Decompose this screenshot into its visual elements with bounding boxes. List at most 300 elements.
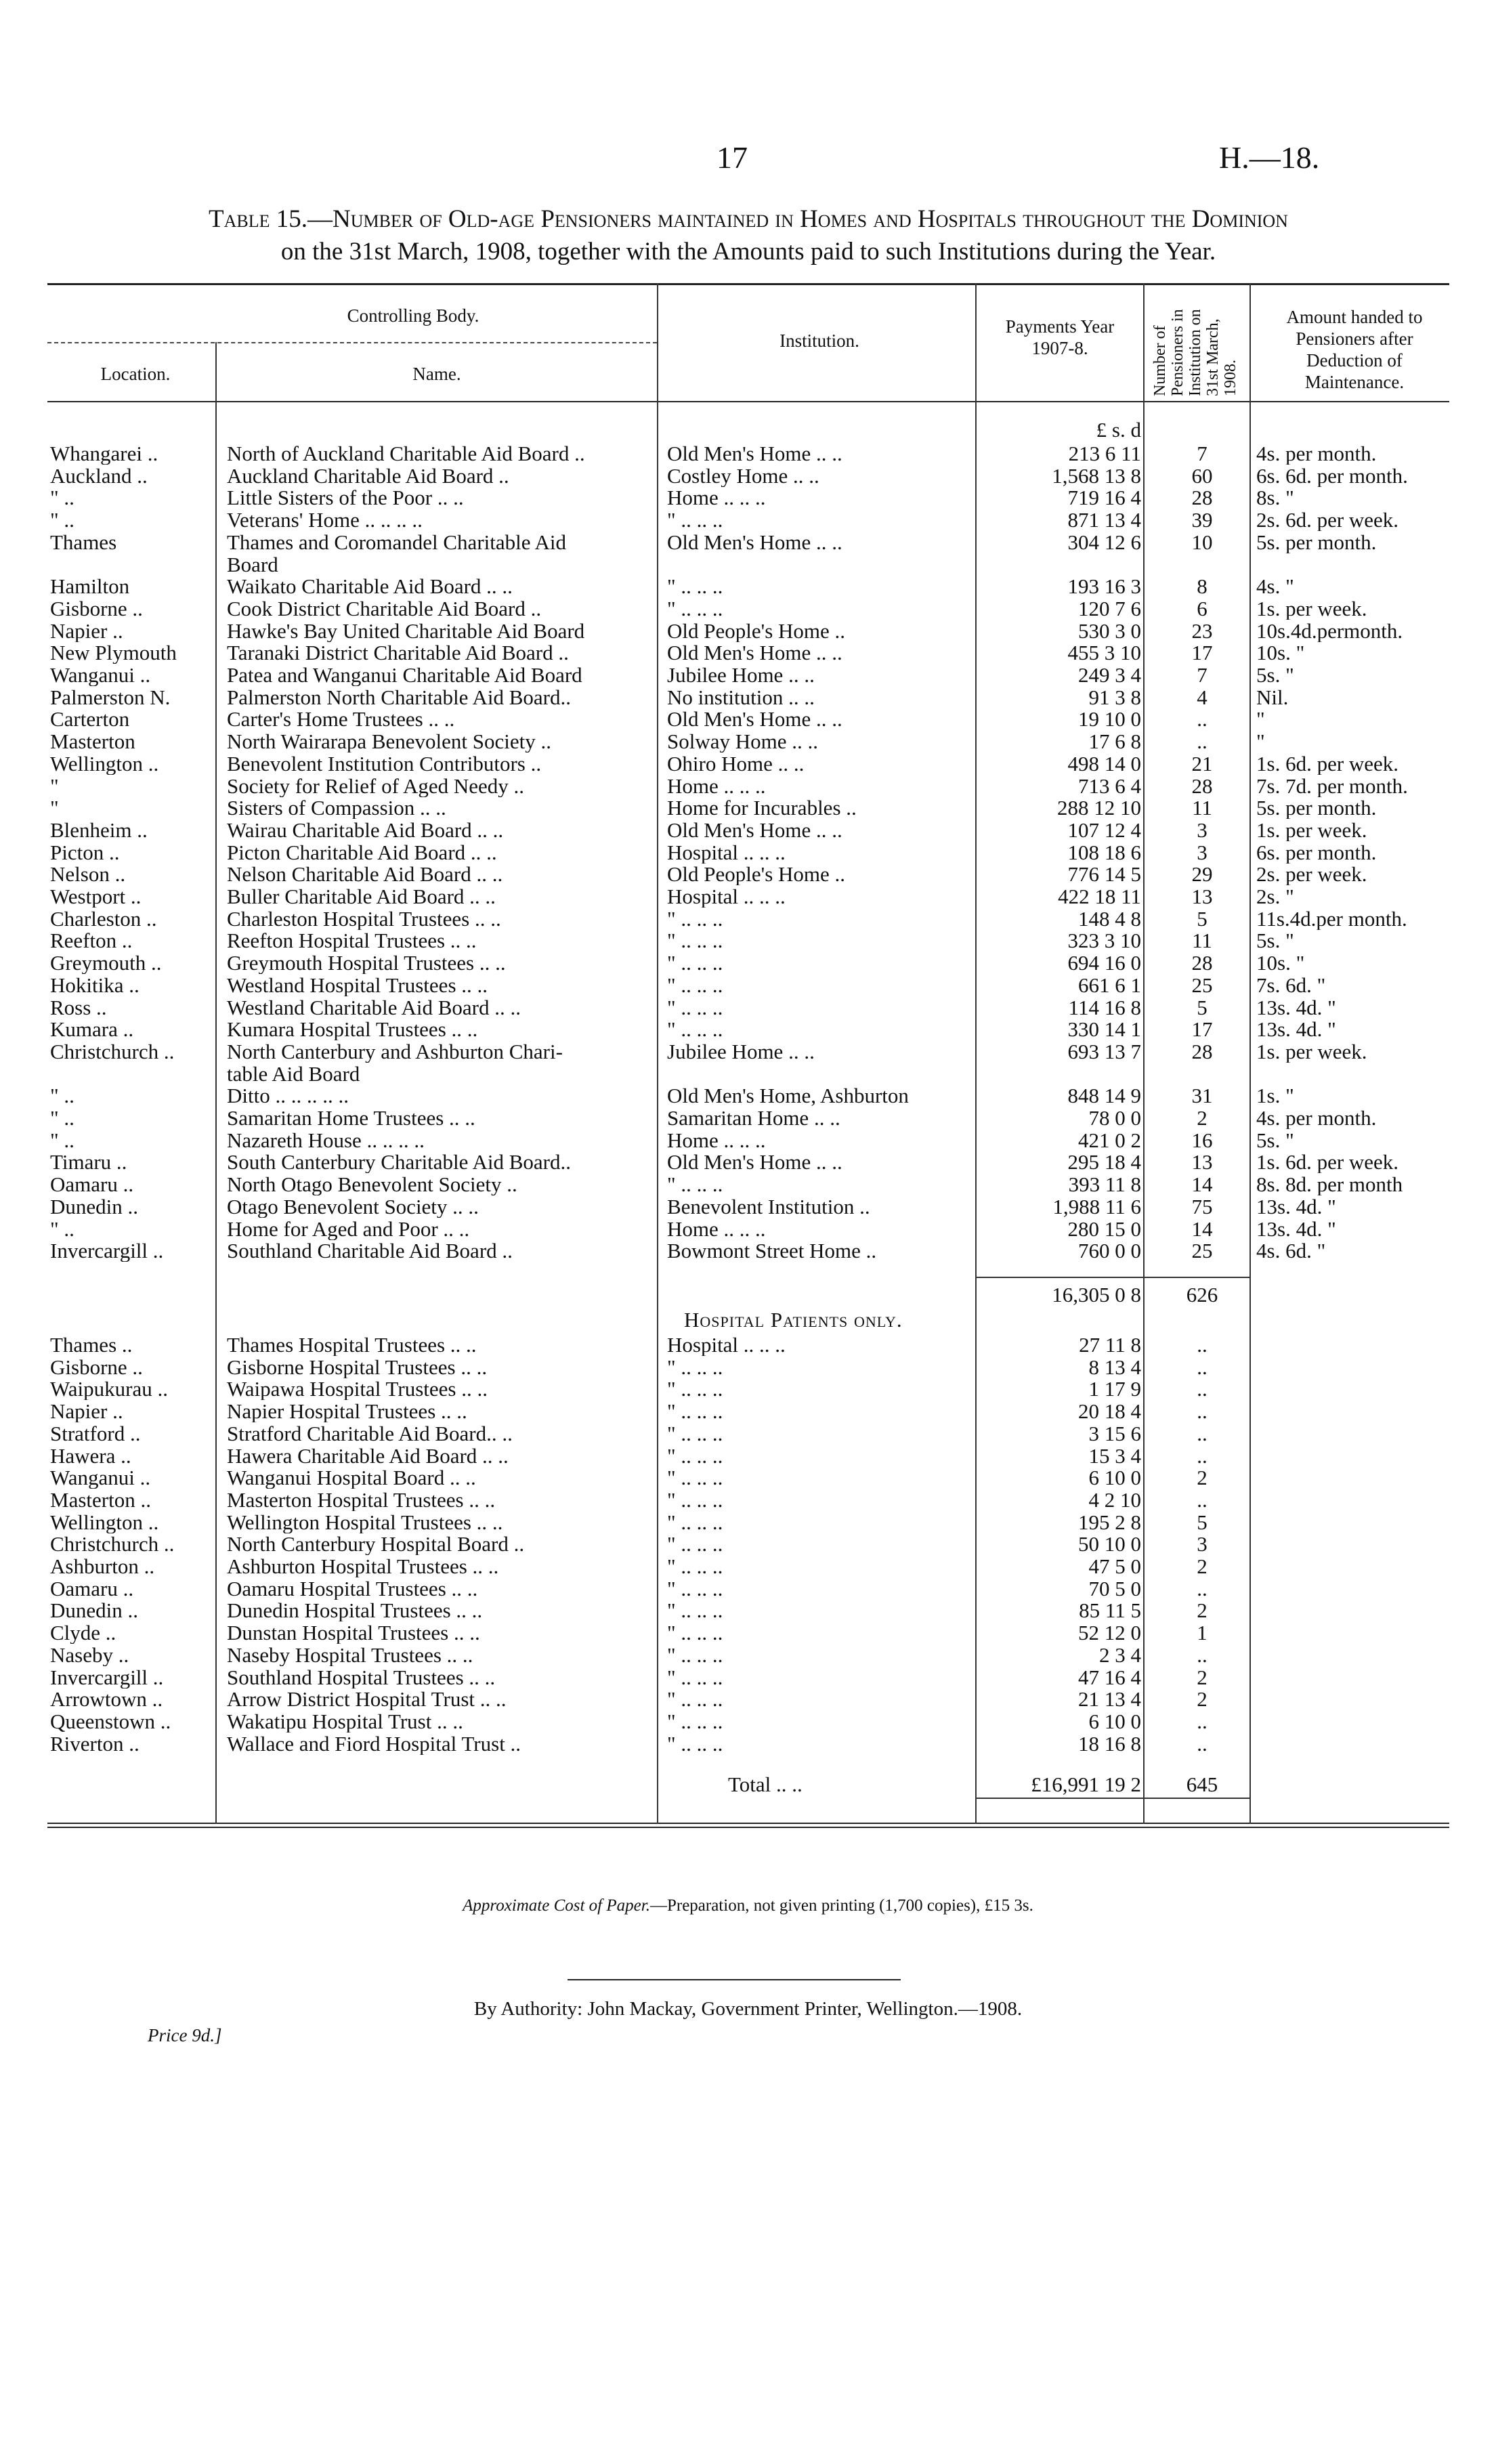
institution-cell: " .. .. .. — [667, 1378, 723, 1401]
location-cell: Gisborne .. — [50, 1355, 143, 1378]
number-cell: 5 — [1197, 907, 1208, 930]
institution-cell: Old Men's Home .. .. — [667, 818, 842, 841]
payments-cell: 20 18 4 — [1078, 1400, 1141, 1423]
header-number: Number of Pensioners in Institution on 31st March, 1908. — [1151, 309, 1239, 396]
institution-cell: Jubilee Home .. .. — [667, 664, 815, 686]
name-cell: Carter's Home Trustees .. .. — [227, 708, 455, 731]
location-cell: " .. — [50, 509, 74, 532]
location-cell: Timaru .. — [50, 1151, 127, 1174]
amount-cell: 13s. 4d. " — [1256, 1195, 1336, 1218]
institution-cell: Old Men's Home, Ashburton — [667, 1084, 909, 1107]
amount-cell: 1s. per week. — [1256, 597, 1367, 620]
number-cell: 2 — [1197, 1688, 1208, 1711]
table-row — [0, 1489, 1496, 1511]
table-row — [0, 863, 1496, 885]
number-cell: 2 — [1197, 1555, 1208, 1577]
number-cell: 7 — [1197, 442, 1208, 465]
amount-cell: 1s. " — [1256, 1084, 1294, 1107]
table-row — [0, 686, 1496, 708]
institution-cell: Home .. .. .. — [667, 486, 766, 509]
location-cell: Napier .. — [50, 619, 123, 642]
number-cell: .. — [1197, 1488, 1208, 1511]
payments-cell: 85 11 5 — [1079, 1599, 1141, 1622]
table-row — [0, 1533, 1496, 1555]
table-row — [0, 1334, 1496, 1356]
name-cell: Auckland Charitable Aid Board .. — [227, 464, 509, 487]
institution-cell: Old Men's Home .. .. — [667, 442, 842, 465]
payments-cell: 393 11 8 — [1068, 1173, 1141, 1196]
payments-cell: 52 12 0 — [1078, 1621, 1141, 1644]
amount-cell: " — [1256, 708, 1265, 731]
table-row — [0, 597, 1496, 620]
payments-cell: 47 5 0 — [1088, 1555, 1141, 1577]
table-row — [0, 974, 1496, 996]
name-cell: Westland Charitable Aid Board .. .. — [227, 996, 521, 1019]
table-row — [0, 620, 1496, 642]
header-controlling-body: Controlling Body. — [347, 305, 479, 326]
number-cell: .. — [1197, 1577, 1208, 1600]
payments-cell: 304 12 6 — [1067, 530, 1141, 553]
institution-cell: Jubilee Home .. .. — [667, 1040, 815, 1063]
number-cell: 39 — [1191, 509, 1213, 532]
amount-cell: 4s. " — [1256, 575, 1294, 598]
institution-cell: Old Men's Home .. .. — [667, 641, 842, 664]
hospital-heading: Hospital Patients only. — [684, 1309, 903, 1331]
payments-cell: 421 0 2 — [1078, 1128, 1141, 1151]
payments-cell: 107 12 4 — [1067, 818, 1141, 841]
location-cell: Hawera .. — [50, 1444, 131, 1467]
approximate-cost — [0, 1896, 1496, 1915]
institution-cell: Hospital .. .. .. — [667, 885, 786, 908]
payments-cell: 330 14 1 — [1067, 1018, 1141, 1041]
number-cell: 28 — [1191, 486, 1213, 509]
table-row — [0, 1218, 1496, 1240]
number-cell: 13 — [1191, 1151, 1213, 1174]
location-cell: Charleston .. — [50, 907, 157, 930]
amount-cell: 1s. 6d. per week. — [1256, 752, 1399, 775]
table-row — [0, 1577, 1496, 1600]
location-cell: Blenheim .. — [50, 818, 148, 841]
institution-cell: " .. .. .. — [667, 1422, 723, 1445]
table-row — [0, 575, 1496, 597]
payments-cell: 19 10 0 — [1078, 708, 1141, 731]
amount-cell: 4s. per month. — [1256, 1107, 1377, 1129]
institution-cell: " .. .. .. — [667, 952, 723, 975]
location-cell: " — [50, 796, 59, 820]
name-cell: Southland Charitable Aid Board .. — [227, 1239, 513, 1262]
table-row — [0, 1733, 1496, 1755]
name-cell: Dunstan Hospital Trustees .. .. — [227, 1621, 480, 1644]
number-cell: 16 — [1191, 1128, 1213, 1151]
institution-cell: Home .. .. .. — [667, 1217, 766, 1240]
name-cell: Samaritan Home Trustees .. .. — [227, 1107, 475, 1129]
table-row — [0, 509, 1496, 531]
number-cell: 25 — [1191, 973, 1213, 996]
name-cell: Wairau Charitable Aid Board .. .. — [227, 818, 504, 841]
institution-cell: " .. .. .. — [667, 1444, 723, 1467]
name-cell: Wakatipu Hospital Trust .. .. — [227, 1709, 463, 1733]
institution-cell: " .. .. .. — [667, 1400, 723, 1423]
number-cell: 11 — [1192, 796, 1212, 820]
location-cell: Ashburton .. — [50, 1555, 155, 1577]
name-cell: Nazareth House .. .. .. .. — [227, 1128, 425, 1151]
payments-cell: 70 5 0 — [1088, 1577, 1141, 1600]
payments-cell: 21 13 4 — [1078, 1688, 1141, 1711]
location-cell: " .. — [50, 1107, 74, 1129]
amount-cell: 4s. per month. — [1256, 442, 1377, 465]
institution-cell: Bowmont Street Home .. — [667, 1239, 877, 1262]
payments-cell: 455 3 10 — [1067, 641, 1141, 664]
name-cell: Little Sisters of the Poor .. .. — [227, 486, 464, 509]
institution-cell: Home for Incurables .. — [667, 796, 857, 820]
table-row — [0, 1400, 1496, 1422]
number-cell: .. — [1197, 730, 1208, 753]
payments-cell: 422 18 11 — [1058, 885, 1141, 908]
total-payments: £16,991 19 2 — [1031, 1773, 1141, 1796]
number-cell: 75 — [1191, 1195, 1213, 1218]
payments-cell: 213 6 11 — [1068, 442, 1141, 465]
table-row — [0, 1063, 1496, 1085]
name-cell: Hawera Charitable Aid Board .. .. — [227, 1444, 509, 1467]
location-cell: Westport .. — [50, 885, 142, 908]
payments-cell: 148 4 8 — [1078, 907, 1141, 930]
subtotal-number: 626 — [1186, 1283, 1218, 1306]
amount-cell: 10s. " — [1256, 952, 1305, 975]
number-cell: 11 — [1192, 929, 1212, 952]
payments-cell: 713 6 4 — [1078, 774, 1141, 797]
amount-cell: 10s.4d.permonth. — [1256, 619, 1403, 642]
name-cell: Southland Hospital Trustees .. .. — [227, 1665, 496, 1688]
table-row — [0, 775, 1496, 797]
location-cell: Reefton .. — [50, 929, 133, 952]
number-cell: 31 — [1191, 1084, 1213, 1107]
amount-cell: 1s. 6d. per week. — [1256, 1151, 1399, 1174]
institution-cell: " .. .. .. — [667, 1577, 723, 1600]
table-row — [0, 1084, 1496, 1107]
number-cell: 29 — [1191, 863, 1213, 886]
table-row — [0, 1195, 1496, 1218]
caption-line1: Number of Old-age Pensioners maintained in Homes and Hospitals throughout the Dominion — [333, 205, 1288, 233]
payments-cell: 114 16 8 — [1068, 996, 1141, 1019]
table-row — [0, 885, 1496, 908]
payments-cell: 719 16 4 — [1067, 486, 1141, 509]
institution-cell: Hospital .. .. .. — [667, 1334, 786, 1356]
name-cell: Oamaru Hospital Trustees .. .. — [227, 1577, 478, 1600]
payments-cell: 1,988 11 6 — [1052, 1195, 1141, 1218]
number-cell: 5 — [1197, 996, 1208, 1019]
location-cell: Dunedin .. — [50, 1195, 139, 1218]
approx-text: —Preparation, not given printing (1,700 copies), £15 3s. — [649, 1896, 1033, 1915]
number-cell: .. — [1197, 1422, 1208, 1445]
payments-cell: 193 16 3 — [1067, 575, 1141, 598]
location-cell: Wellington .. — [50, 752, 159, 775]
payments-cell: 249 3 4 — [1078, 664, 1141, 686]
amount-cell: " — [1256, 730, 1265, 753]
institution-cell: " .. .. .. — [667, 907, 723, 930]
table-row — [0, 1644, 1496, 1666]
number-cell: .. — [1197, 1643, 1208, 1666]
table-row — [0, 1422, 1496, 1445]
payments-cell: 78 0 0 — [1088, 1107, 1141, 1129]
institution-cell: " .. .. .. — [667, 1173, 723, 1196]
name-cell: Patea and Wanganui Charitable Aid Board — [227, 664, 582, 686]
payments-cell: 6 10 0 — [1088, 1466, 1141, 1489]
institution-cell: Old Men's Home .. .. — [667, 708, 842, 731]
table-row — [0, 641, 1496, 664]
institution-cell: Home .. .. .. — [667, 774, 766, 797]
amount-cell: 10s. " — [1256, 641, 1305, 664]
payments-cell: 1,568 13 8 — [1052, 464, 1141, 487]
name-cell: Ashburton Hospital Trustees .. .. — [227, 1555, 499, 1577]
name-cell: North of Auckland Charitable Aid Board .. — [227, 442, 585, 465]
table-row — [0, 1040, 1496, 1063]
name-cell: Napier Hospital Trustees .. .. — [227, 1400, 467, 1423]
institution-cell: " .. .. .. — [667, 1709, 723, 1733]
header-amount: Amount handed to Pensioners after Deduction of Maintenance. — [1286, 307, 1423, 392]
name-cell: Sisters of Compassion .. .. — [227, 796, 446, 820]
payments-cell: 4 2 10 — [1088, 1488, 1141, 1511]
payments-cell: 661 6 1 — [1078, 973, 1141, 996]
location-cell: Wanganui .. — [50, 664, 151, 686]
number-cell: .. — [1197, 708, 1208, 731]
institution-cell: " .. .. .. — [667, 509, 723, 532]
institution-cell: Hospital .. .. .. — [667, 841, 786, 864]
number-cell: .. — [1197, 1334, 1208, 1356]
number-cell: 4 — [1197, 685, 1208, 708]
table-row — [0, 553, 1496, 576]
institution-cell: " .. .. .. — [667, 1665, 723, 1688]
amount-cell: 7s. 6d. " — [1256, 973, 1326, 996]
amount-cell: 13s. 4d. " — [1256, 1217, 1336, 1240]
institution-cell: " .. .. .. — [667, 929, 723, 952]
name-cell: Kumara Hospital Trustees .. .. — [227, 1018, 478, 1041]
number-cell: 3 — [1197, 1533, 1208, 1556]
number-cell: 25 — [1191, 1239, 1213, 1262]
number-cell: 2 — [1197, 1466, 1208, 1489]
payments-cell: 498 14 0 — [1067, 752, 1141, 775]
amount-cell: 5s. " — [1256, 929, 1294, 952]
amount-cell: 5s. per month. — [1256, 796, 1377, 820]
name-cell: table Aid Board — [227, 1062, 360, 1085]
table-row — [0, 1666, 1496, 1688]
number-cell: 6 — [1197, 597, 1208, 620]
payments-cell: 17 6 8 — [1088, 730, 1141, 753]
location-cell: Palmerston N. — [50, 685, 171, 708]
name-cell: Cook District Charitable Aid Board .. — [227, 597, 542, 620]
location-cell: Stratford .. — [50, 1422, 141, 1445]
table-bottom-rule — [47, 1827, 1449, 1828]
amount-cell: Nil. — [1256, 685, 1289, 708]
table-row — [0, 1445, 1496, 1467]
location-cell: Waipukurau .. — [50, 1378, 168, 1401]
number-cell: 13 — [1191, 885, 1213, 908]
currency-row — [0, 419, 1496, 441]
name-cell: Nelson Charitable Aid Board .. .. — [227, 863, 503, 886]
number-cell: .. — [1197, 1378, 1208, 1401]
header-location: Location. — [100, 364, 171, 384]
location-cell: " .. — [50, 1128, 74, 1151]
authority-line: By Authority: John Mackay, Government Printer, Wellington.—1908. — [473, 1998, 1023, 2020]
location-cell: Gisborne .. — [50, 597, 143, 620]
number-cell: .. — [1197, 1444, 1208, 1467]
location-cell: Picton .. — [50, 841, 120, 864]
payments-cell: 3 15 6 — [1088, 1422, 1141, 1445]
location-cell: Naseby .. — [50, 1643, 129, 1666]
institution-cell: " .. .. .. — [667, 1533, 723, 1556]
institution-cell: Benevolent Institution .. — [667, 1195, 870, 1218]
name-cell: North Canterbury Hospital Board .. — [227, 1533, 525, 1556]
name-cell: North Canterbury and Ashburton Chari- — [227, 1040, 563, 1063]
number-cell: 8 — [1197, 575, 1208, 598]
name-cell: Ditto .. .. .. .. .. — [227, 1084, 349, 1107]
name-cell: Wanganui Hospital Board .. .. — [227, 1466, 476, 1489]
number-cell: .. — [1197, 1732, 1208, 1755]
controlling-body-rule — [47, 342, 657, 344]
institution-cell: " .. .. .. — [667, 1018, 723, 1041]
table-row — [0, 1239, 1496, 1262]
payments-cell: 530 3 0 — [1078, 619, 1141, 642]
institution-cell: " .. .. .. — [667, 1488, 723, 1511]
institution-cell: No institution .. .. — [667, 685, 815, 708]
location-cell: Christchurch .. — [50, 1533, 175, 1556]
location-cell: Invercargill .. — [50, 1239, 164, 1262]
payments-cell: 760 0 0 — [1078, 1239, 1141, 1262]
price: Price 9d.] — [148, 2025, 222, 2045]
name-cell: Westland Hospital Trustees .. .. — [227, 973, 488, 996]
payments-cell: 15 3 4 — [1088, 1444, 1141, 1467]
payments-cell: 50 10 0 — [1078, 1533, 1141, 1556]
table-row — [0, 952, 1496, 974]
name-cell: Thames Hospital Trustees .. .. — [227, 1334, 477, 1356]
institution-cell: Home .. .. .. — [667, 1128, 766, 1151]
location-cell: Carterton — [50, 708, 130, 731]
name-cell: Greymouth Hospital Trustees .. .. — [227, 952, 506, 975]
header-bottom-rule — [47, 401, 1449, 402]
institution-cell: " .. .. .. — [667, 1643, 723, 1666]
location-cell: Wanganui .. — [50, 1466, 151, 1489]
location-cell: Masterton — [50, 730, 135, 753]
location-cell: " .. — [50, 486, 74, 509]
amount-cell: 6s. 6d. per month. — [1256, 464, 1408, 487]
institution-cell: " .. .. .. — [667, 597, 723, 620]
payments-cell: 6 10 0 — [1088, 1709, 1141, 1733]
name-cell: Palmerston North Charitable Aid Board.. — [227, 685, 571, 708]
authority-rule — [568, 1979, 901, 1980]
location-cell: Oamaru .. — [50, 1577, 134, 1600]
name-cell: Reefton Hospital Trustees .. .. — [227, 929, 477, 952]
table-row — [0, 752, 1496, 775]
institution-cell: Solway Home .. .. — [667, 730, 819, 753]
payments-cell: 1 17 9 — [1088, 1378, 1141, 1401]
amount-cell: 13s. 4d. " — [1256, 996, 1336, 1019]
subtotal-rule — [975, 1277, 1249, 1278]
number-cell: 14 — [1191, 1173, 1213, 1196]
amount-cell: 2s. 6d. per week. — [1256, 509, 1399, 532]
number-cell: 28 — [1191, 774, 1213, 797]
payments-cell: 27 11 8 — [1079, 1334, 1141, 1356]
location-cell: Greymouth .. — [50, 952, 162, 975]
table-row — [0, 1555, 1496, 1577]
table-row — [0, 908, 1496, 930]
institution-cell: " .. .. .. — [667, 575, 723, 598]
number-cell: 1 — [1197, 1621, 1208, 1644]
table-row — [0, 1129, 1496, 1151]
table-row — [0, 1511, 1496, 1533]
location-cell: Napier .. — [50, 1400, 123, 1423]
payments-cell: 871 13 4 — [1067, 509, 1141, 532]
name-cell: Arrow District Hospital Trust .. .. — [227, 1688, 507, 1711]
subtotal-row — [0, 1283, 1496, 1306]
location-cell: Christchurch .. — [50, 1040, 175, 1063]
location-cell: Queenstown .. — [50, 1709, 171, 1733]
table-row — [0, 1466, 1496, 1489]
location-cell: Masterton .. — [50, 1488, 151, 1511]
institution-cell: Samaritan Home .. .. — [667, 1107, 840, 1129]
location-cell: " — [50, 774, 59, 797]
table-row — [0, 664, 1496, 686]
location-cell: Clyde .. — [50, 1621, 116, 1644]
number-cell: .. — [1197, 1400, 1208, 1423]
table-row — [0, 841, 1496, 864]
payments-cell: 280 15 0 — [1067, 1217, 1141, 1240]
name-cell: Wellington Hospital Trustees .. .. — [227, 1510, 503, 1533]
name-cell: Wallace and Fiord Hospital Trust .. — [227, 1732, 521, 1755]
total-number: 645 — [1186, 1773, 1218, 1796]
location-cell: Hokitika .. — [50, 973, 140, 996]
number-cell: 5 — [1197, 1510, 1208, 1533]
amount-cell: 1s. per week. — [1256, 1040, 1367, 1063]
amount-cell: 8s. 8d. per month — [1256, 1173, 1403, 1196]
table-row — [0, 1018, 1496, 1040]
number-cell: 3 — [1197, 841, 1208, 864]
institution-cell: Old People's Home .. — [667, 863, 846, 886]
number-cell: 28 — [1191, 952, 1213, 975]
name-cell: Taranaki District Charitable Aid Board .. — [227, 641, 569, 664]
hospital-heading-row — [0, 1309, 1496, 1331]
location-cell: Wellington .. — [50, 1510, 159, 1533]
institution-cell: Ohiro Home .. .. — [667, 752, 805, 775]
payments-cell: 91 3 8 — [1088, 685, 1141, 708]
amount-cell: 2s. " — [1256, 885, 1294, 908]
name-cell: Dunedin Hospital Trustees .. .. — [227, 1599, 483, 1622]
payments-cell: 120 7 6 — [1078, 597, 1141, 620]
institution-cell: " .. .. .. — [667, 1555, 723, 1577]
payments-cell: 18 16 8 — [1078, 1732, 1141, 1755]
payments-cell: 8 13 4 — [1088, 1355, 1141, 1378]
name-cell: Charleston Hospital Trustees .. .. — [227, 907, 501, 930]
document-code: H.—18. — [1219, 140, 1320, 175]
payments-cell: 776 14 5 — [1067, 863, 1141, 886]
name-cell: South Canterbury Charitable Aid Board.. — [227, 1151, 571, 1174]
table-row — [0, 819, 1496, 841]
number-cell: 21 — [1191, 752, 1213, 775]
payments-cell: 108 18 6 — [1067, 841, 1141, 864]
institution-cell: Costley Home .. .. — [667, 464, 819, 487]
institution-cell: " .. .. .. — [667, 1732, 723, 1755]
table-row — [0, 929, 1496, 952]
location-cell: Whangarei .. — [50, 442, 158, 465]
institution-cell: Old Men's Home .. .. — [667, 530, 842, 553]
table-row — [0, 465, 1496, 487]
location-cell: Arrowtown .. — [50, 1688, 163, 1711]
name-cell: Benevolent Institution Contributors .. — [227, 752, 542, 775]
location-cell: Thames — [50, 530, 117, 553]
institution-cell: " .. .. .. — [667, 1688, 723, 1711]
number-cell: 60 — [1191, 464, 1213, 487]
table-row — [0, 1356, 1496, 1378]
institution-cell: " .. .. .. — [667, 996, 723, 1019]
amount-cell: 7s. 7d. per month. — [1256, 774, 1408, 797]
